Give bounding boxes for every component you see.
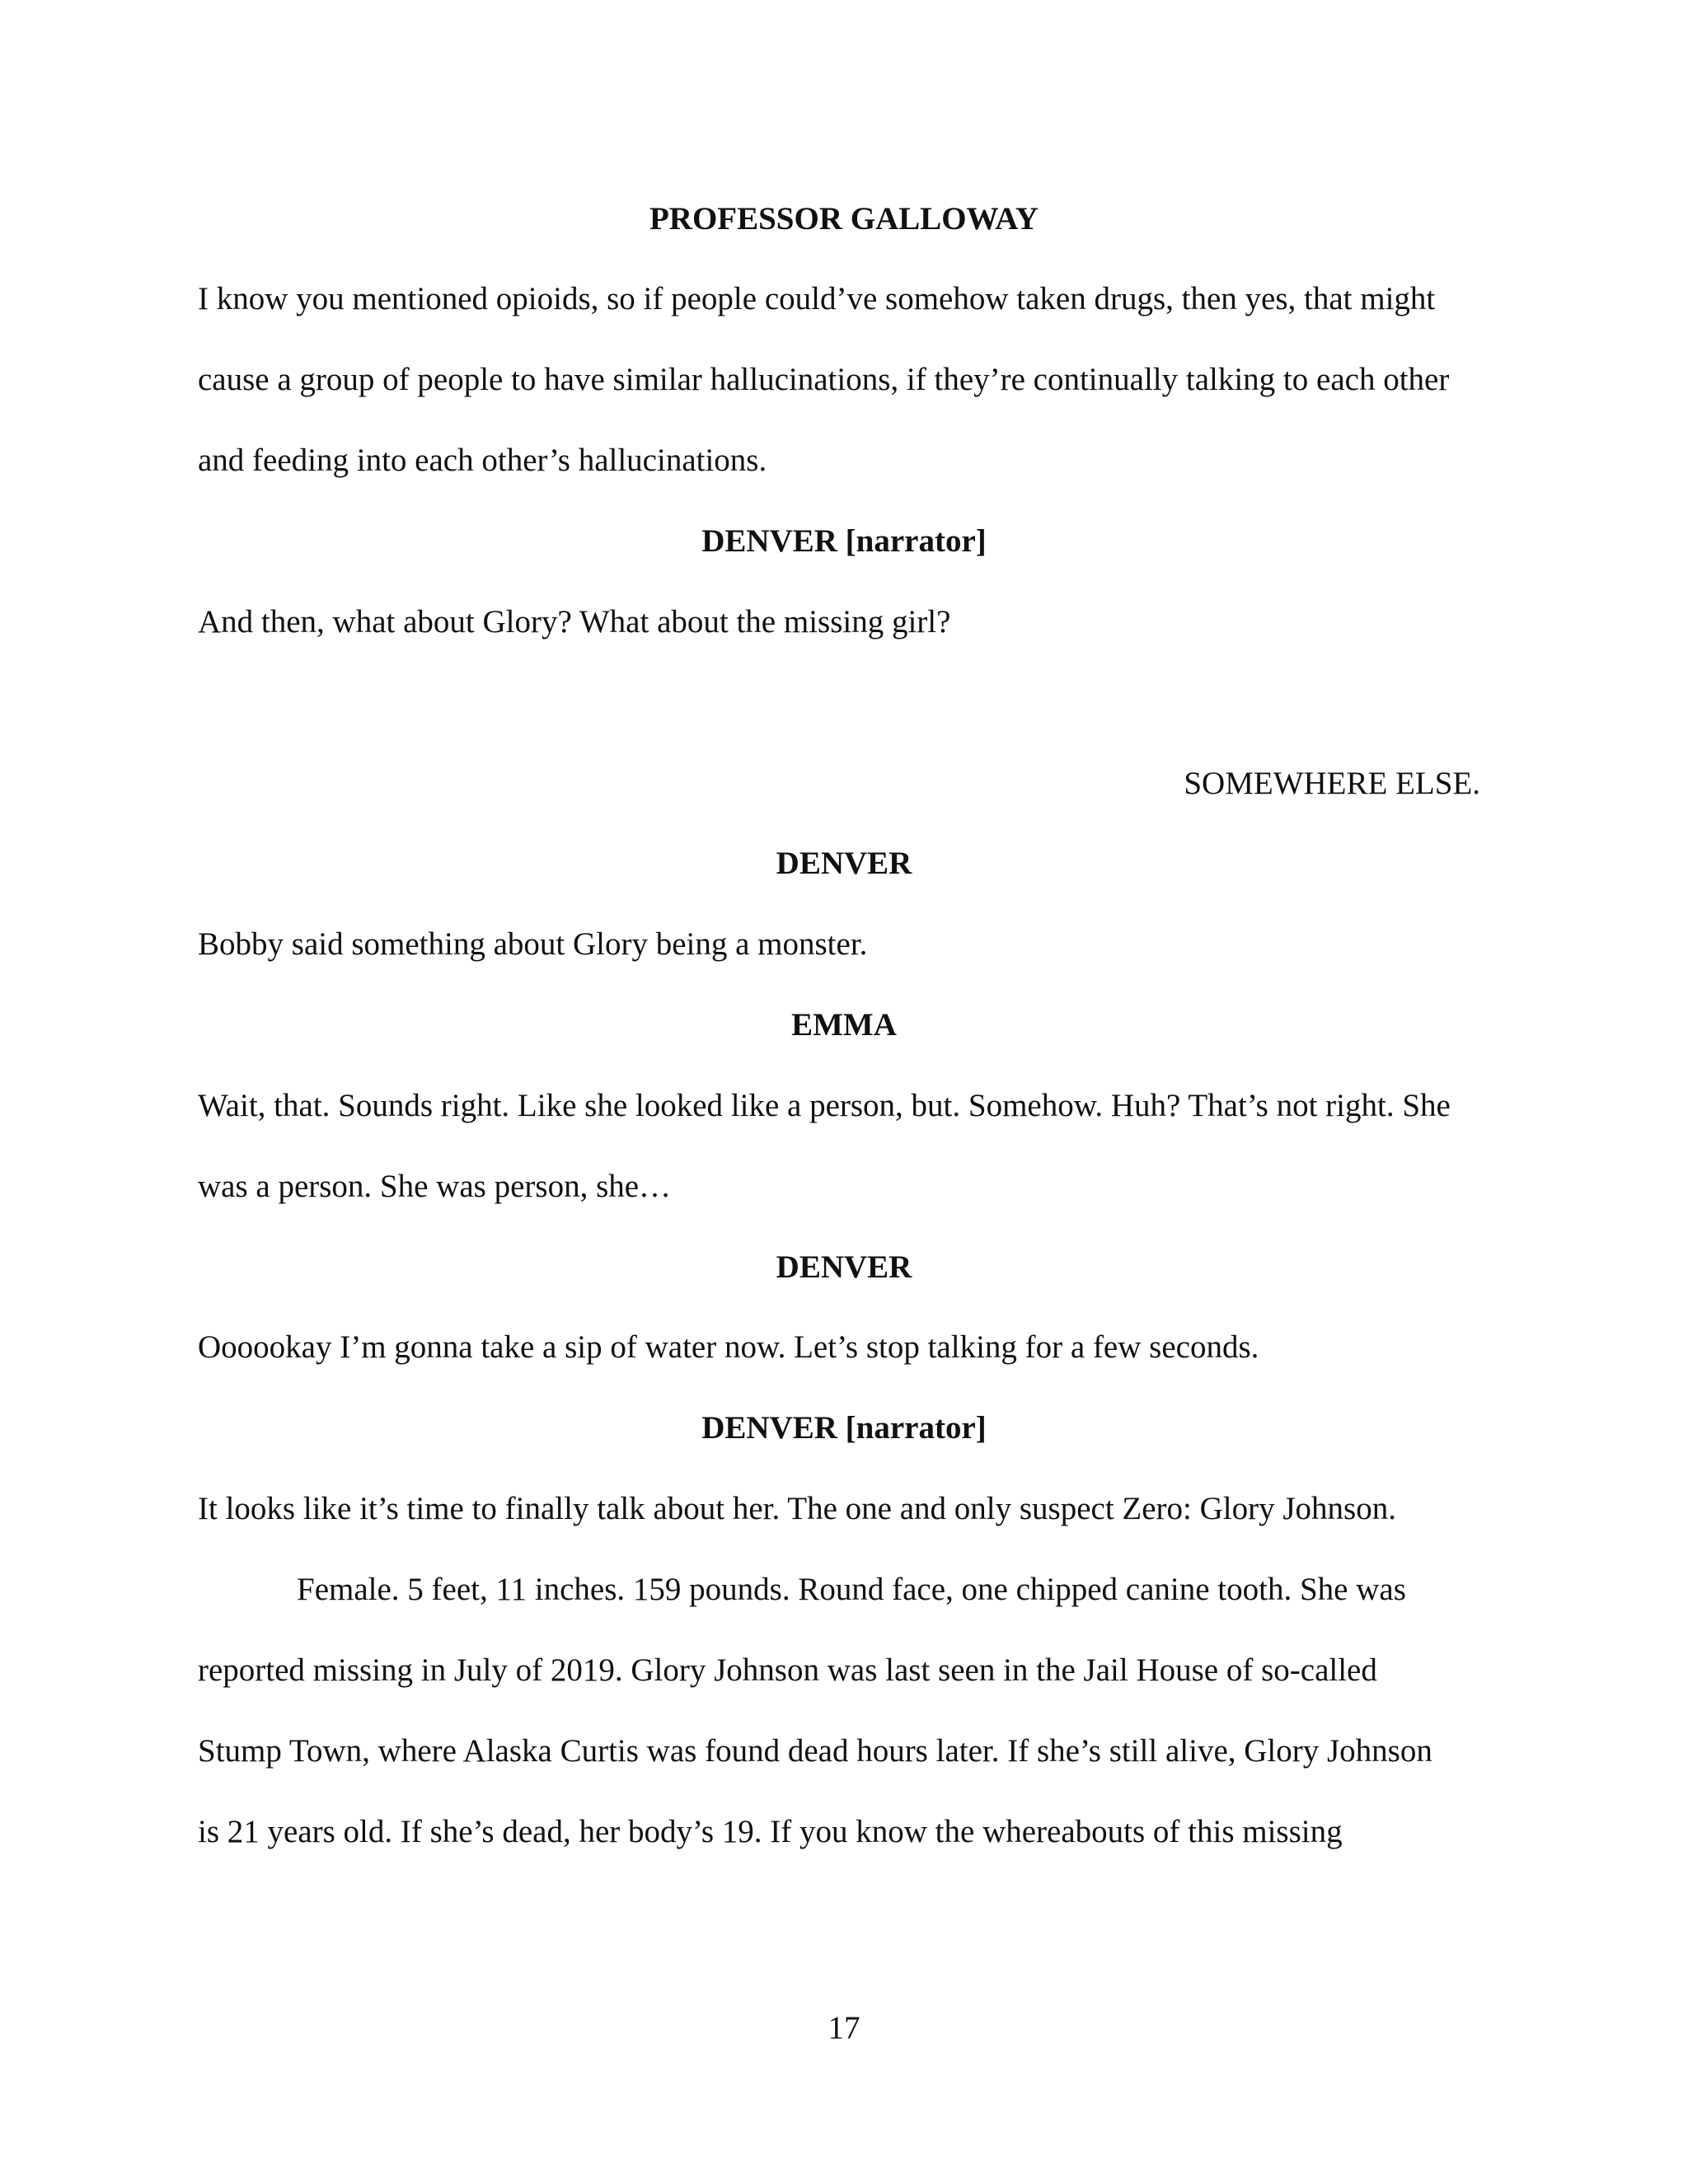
speaker-denver: DENVER xyxy=(776,1249,912,1285)
dialogue-line: Oooookay I’m gonna take a sip of water now. Let’s stop talking for a few seconds. xyxy=(198,1329,1259,1365)
dialogue-line: It looks like it’s time to finally talk about her. The one and only suspect Zero: Glory Johnson. xyxy=(198,1491,1396,1526)
dialogue-line-indented: Female. 5 feet, 11 inches. 159 pounds. Round face, one chipped canine tooth. She was xyxy=(297,1572,1406,1607)
dialogue-line: Stump Town, where Alaska Curtis was found dead hours later. If she’s still alive, Glory Johnson xyxy=(198,1733,1432,1769)
dialogue-line: is 21 years old. If she’s dead, her body’s 19. If you know the whereabouts of this missing xyxy=(198,1814,1343,1849)
dialogue-line: Bobby said something about Glory being a monster. xyxy=(198,926,868,962)
dialogue-line: cause a group of people to have similar hallucinations, if they’re continually talking to each other xyxy=(198,362,1450,397)
page-number: 17 xyxy=(828,2010,860,2046)
dialogue-line: was a person. She was person, she… xyxy=(198,1169,672,1204)
speaker-denver-narrator: DENVER [narrator] xyxy=(701,1410,987,1446)
speaker-denver: DENVER xyxy=(776,846,912,881)
dialogue-line: reported missing in July of 2019. Glory Johnson was last seen in the Jail House of so-called xyxy=(198,1652,1377,1688)
speaker-denver-narrator: DENVER [narrator] xyxy=(701,523,987,559)
dialogue-line: And then, what about Glory? What about the missing girl? xyxy=(198,604,951,640)
dialogue-line: Wait, that. Sounds right. Like she looked like a person, but. Somehow. Huh? That’s not right. She xyxy=(198,1088,1451,1123)
speaker-professor-galloway: PROFESSOR GALLOWAY xyxy=(649,201,1039,237)
speaker-emma: EMMA xyxy=(791,1007,897,1043)
scene-heading: SOMEWHERE ELSE. xyxy=(1184,766,1480,801)
dialogue-line: I know you mentioned opioids, so if people could’ve somehow taken drugs, then yes, that might xyxy=(198,281,1436,316)
dialogue-line: and feeding into each other’s hallucinations. xyxy=(198,443,767,478)
